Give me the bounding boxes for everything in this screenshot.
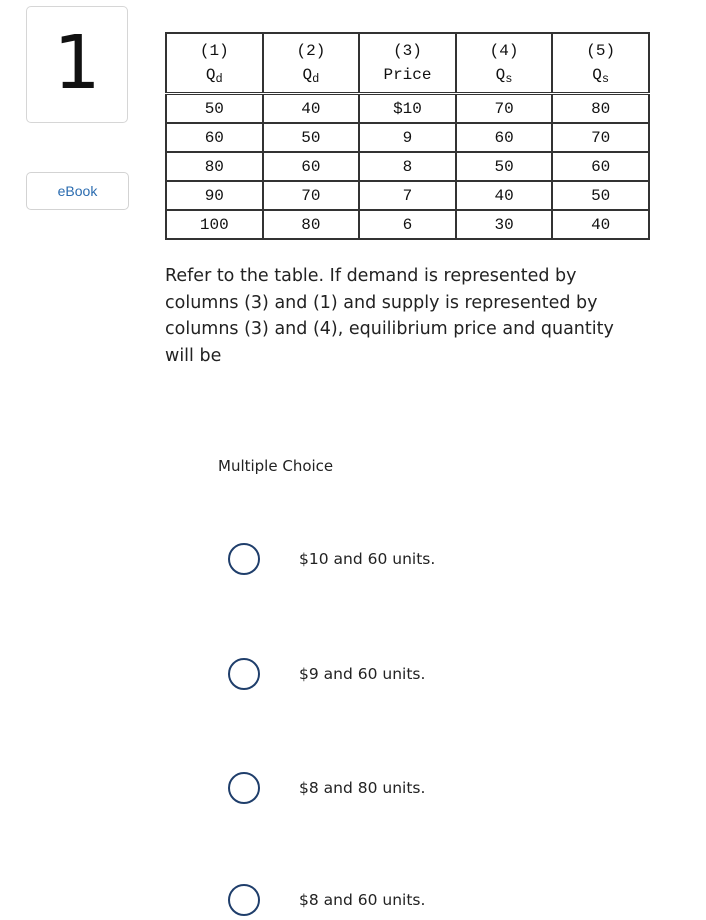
table-cell: 80 <box>263 210 360 239</box>
radio-button[interactable] <box>228 543 260 575</box>
data-table <box>165 32 650 240</box>
column-title: Q <box>205 65 216 84</box>
table-cell: 60 <box>456 123 553 152</box>
table-cell: 50 <box>263 123 360 152</box>
table-cell: 8 <box>359 152 456 181</box>
choice-text: $8 and 60 units. <box>299 891 426 909</box>
column-number: (2) <box>296 41 326 60</box>
table-row <box>166 152 649 181</box>
table-row <box>166 94 649 124</box>
table-cell: 80 <box>166 152 263 181</box>
table-row <box>166 123 649 152</box>
table-cell: 50 <box>552 181 649 210</box>
choice-text: $10 and 60 units. <box>299 550 436 568</box>
table-header-cell <box>359 33 456 94</box>
table-cell: 80 <box>552 94 649 124</box>
column-title: Q <box>592 65 602 84</box>
table-cell: 30 <box>456 210 553 239</box>
table-cell: 70 <box>263 181 360 210</box>
choice-text: $9 and 60 units. <box>299 665 426 683</box>
radio-button[interactable] <box>228 772 260 804</box>
column-title: Price <box>383 65 432 84</box>
table-header-cell <box>263 33 360 94</box>
question-number: 1 <box>53 19 101 106</box>
choice-option[interactable] <box>228 880 425 920</box>
column-subscript: d <box>215 71 223 86</box>
table-cell: 60 <box>166 123 263 152</box>
column-title: Q <box>495 65 506 84</box>
table-cell: 70 <box>552 123 649 152</box>
table-cell: 40 <box>456 181 553 210</box>
table-cell: 100 <box>166 210 263 239</box>
table-cell: 40 <box>552 210 649 239</box>
table-cell: 60 <box>263 152 360 181</box>
table-cell: 70 <box>456 94 553 124</box>
table-cell: 9 <box>359 123 456 152</box>
table-cell: 50 <box>456 152 553 181</box>
table-cell: 90 <box>166 181 263 210</box>
multiple-choice-label: Multiple Choice <box>218 457 334 475</box>
question-text: Refer to the table. If demand is represented by columns (3) and (1) and supply is represented by columns (3) and (4), equilibrium price and quantity will be <box>165 266 614 366</box>
table-row <box>166 210 649 239</box>
table-cell: 50 <box>166 94 263 124</box>
choice-option[interactable] <box>228 654 425 694</box>
table-header-cell <box>456 33 553 94</box>
table-header-cell <box>166 33 263 94</box>
table-cell: 7 <box>359 181 456 210</box>
column-title: Q <box>302 65 313 84</box>
radio-button[interactable] <box>228 658 260 690</box>
column-subscript: s <box>505 71 513 86</box>
table-cell: 6 <box>359 210 456 239</box>
column-number: (5) <box>586 41 616 60</box>
choice-text: $8 and 80 units. <box>299 779 426 797</box>
table-cell: $10 <box>359 94 456 124</box>
column-subscript: d <box>312 71 320 86</box>
column-number: (3) <box>393 41 422 60</box>
column-subscript: s <box>601 71 610 86</box>
choice-option[interactable] <box>228 539 435 579</box>
radio-button[interactable] <box>228 884 260 916</box>
table-header-row <box>166 33 649 94</box>
table-cell: 60 <box>552 152 649 181</box>
column-number: (4) <box>489 41 519 60</box>
table-header-cell <box>552 33 649 94</box>
choice-option[interactable] <box>228 768 425 808</box>
table-row <box>166 181 649 210</box>
table-cell: 40 <box>263 94 360 124</box>
column-number: (1) <box>199 41 229 60</box>
ebook-button[interactable]: eBook <box>26 172 129 210</box>
question-number-box <box>26 6 128 123</box>
